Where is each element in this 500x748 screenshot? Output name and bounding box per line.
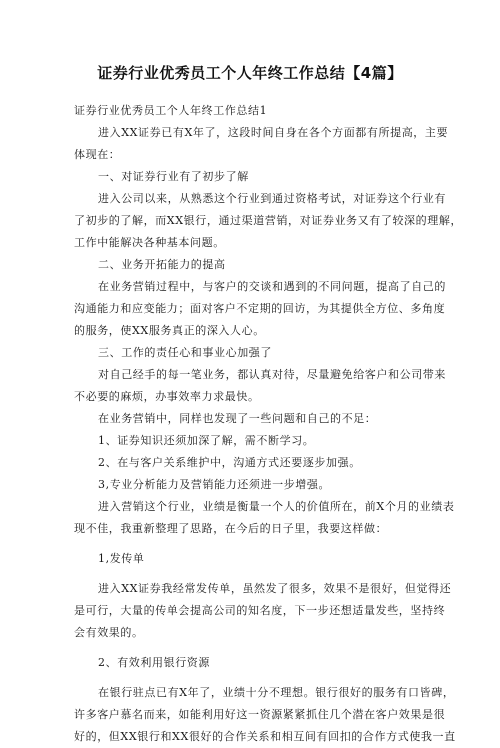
text-line: 进入XX证券我经常发传单，虽然发了很多，效果不是很好，但觉得还 (98, 582, 452, 595)
document-body (74, 100, 463, 748)
text-line: 对自己经手的每一笔业务，都认真对待，尽量避免给客户和公司带来 (98, 368, 446, 381)
text-line: 1、证券知识还须加深了解，需不断学习。 (98, 434, 315, 447)
text-line: 现不佳，我重新整理了思路，在今后的日子里，我要这样做： (74, 522, 388, 535)
text-line: 1,发传单 (98, 552, 145, 565)
text-line: 不必要的麻烦，办事效率力求最快。 (74, 390, 260, 403)
text-line: 工作中能解决各种基本问题。 (74, 236, 225, 249)
text-line: 2、有效利用银行资源 (98, 656, 210, 669)
text-line: 在银行驻点已有X年了，业绩十分不理想。银行很好的服务有口皆碑， (98, 686, 455, 699)
text-line: 体现在： (74, 148, 121, 161)
text-line: 三、工作的责任心和事业心加强了 (98, 346, 272, 359)
text-line: 2、在与客户关系维护中，沟通方式还要逐步加强。 (98, 456, 361, 469)
text-line: 在业务营销过程中，与客户的交谈和遇到的不同问题，提高了自己的 (98, 280, 446, 293)
text-line: 进入营销这个行业，业绩是衡量一个人的价值所在，前X个月的业绩表 (98, 500, 455, 513)
text-line: 会有效果的。 (74, 626, 144, 639)
text-line: 沟通能力和应变能力；面对客户不定期的回访，为其提供全方位、多角度 (74, 302, 446, 315)
text-line: 了初步的了解，而XX银行，通过渠道营销，对证券业务又有了较深的理解， (74, 214, 463, 227)
text-line: 证券行业优秀员工个人年终工作总结1 (74, 104, 268, 117)
text-line: 进入XX证券已有X年了，这段时间自身在各个方面都有所提高，主要 (98, 126, 449, 139)
text-line: 的服务，使XX服务真正的深入人心。 (74, 324, 265, 337)
text-line: 一、对证券行业有了初步了解 (98, 170, 249, 183)
text-line: 二、业务开拓能力的提高 (98, 258, 226, 271)
text-line: 是可行，大量的传单会提高公司的知名度，下一步还想适量发些，坚持终 (74, 604, 446, 617)
text-line: 好的，但XX银行和XX很好的合作关系和相互间有回扣的合作方式使我一直 (74, 730, 456, 743)
document-title: 证券行业优秀员工个人年终工作总结【4篇】 (97, 64, 403, 82)
text-line: 进入公司以来，从熟悉这个行业到通过资格考试，对证券这个行业有 (98, 192, 446, 205)
text-line: 在业务营销中，同样也发现了一些问题和自己的不足： (98, 412, 377, 425)
text-line: 许多客户慕名而来，如能利用好这一资源紧紧抓住几个潜在客户效果是很 (74, 708, 446, 721)
text-line: 3,专业分析能力及营销能力还须进一步增强。 (98, 478, 331, 491)
